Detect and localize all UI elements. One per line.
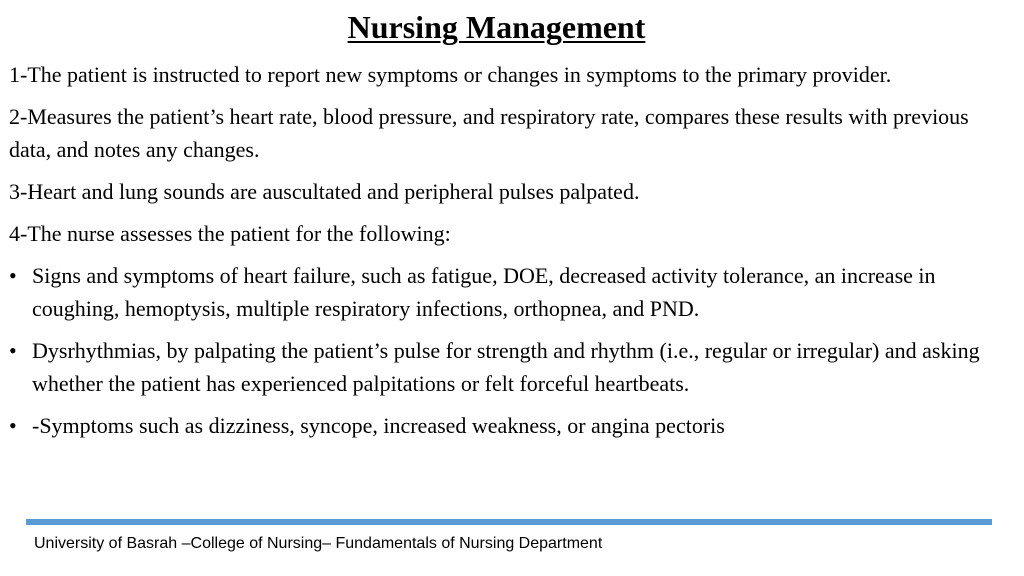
bullet-dot-icon: • bbox=[9, 413, 17, 438]
bullet-item-symptoms bbox=[9, 409, 999, 442]
bullet-text: Signs and symptoms of heart failure, such as fatigue, DOE, decreased activity tolerance, an increase in coughing, hemoptysis, multiple respiratory infections, orthopnea, and PND. bbox=[32, 263, 936, 321]
bullet-text: -Symptoms such as dizziness, syncope, increased weakness, or angina pectoris bbox=[32, 413, 725, 438]
numbered-item-3: 3-Heart and lung sounds are auscultated and peripheral pulses palpated. bbox=[9, 179, 640, 204]
bullet-text: Dysrhythmias, by palpating the patient’s pulse for strength and rhythm (i.e., regular or irregular) and asking whether the patient has experienced palpitations or felt forceful heartbeats. bbox=[32, 338, 980, 396]
slide-title: Nursing Management bbox=[347, 9, 646, 45]
bullet-dot-icon: • bbox=[9, 338, 17, 363]
numbered-item-4: 4-The nurse assesses the patient for the following: bbox=[9, 221, 451, 246]
bullet-list bbox=[9, 259, 999, 442]
numbered-item-1: 1-The patient is instructed to report new symptoms or changes in symptoms to the primary provider. bbox=[9, 62, 892, 87]
numbered-item-2: 2-Measures the patient’s heart rate, blood pressure, and respiratory rate, compares these results with previous data, and notes any changes. bbox=[9, 104, 969, 162]
bullet-item-heart-failure bbox=[9, 259, 999, 325]
bullet-item-dysrhythmias bbox=[9, 334, 999, 400]
footer-text: University of Basrah –College of Nursing– Fundamentals of Nursing Department bbox=[34, 535, 603, 552]
slide-content bbox=[9, 58, 999, 451]
bullet-dot-icon: • bbox=[9, 263, 17, 288]
footer-divider bbox=[26, 519, 992, 525]
